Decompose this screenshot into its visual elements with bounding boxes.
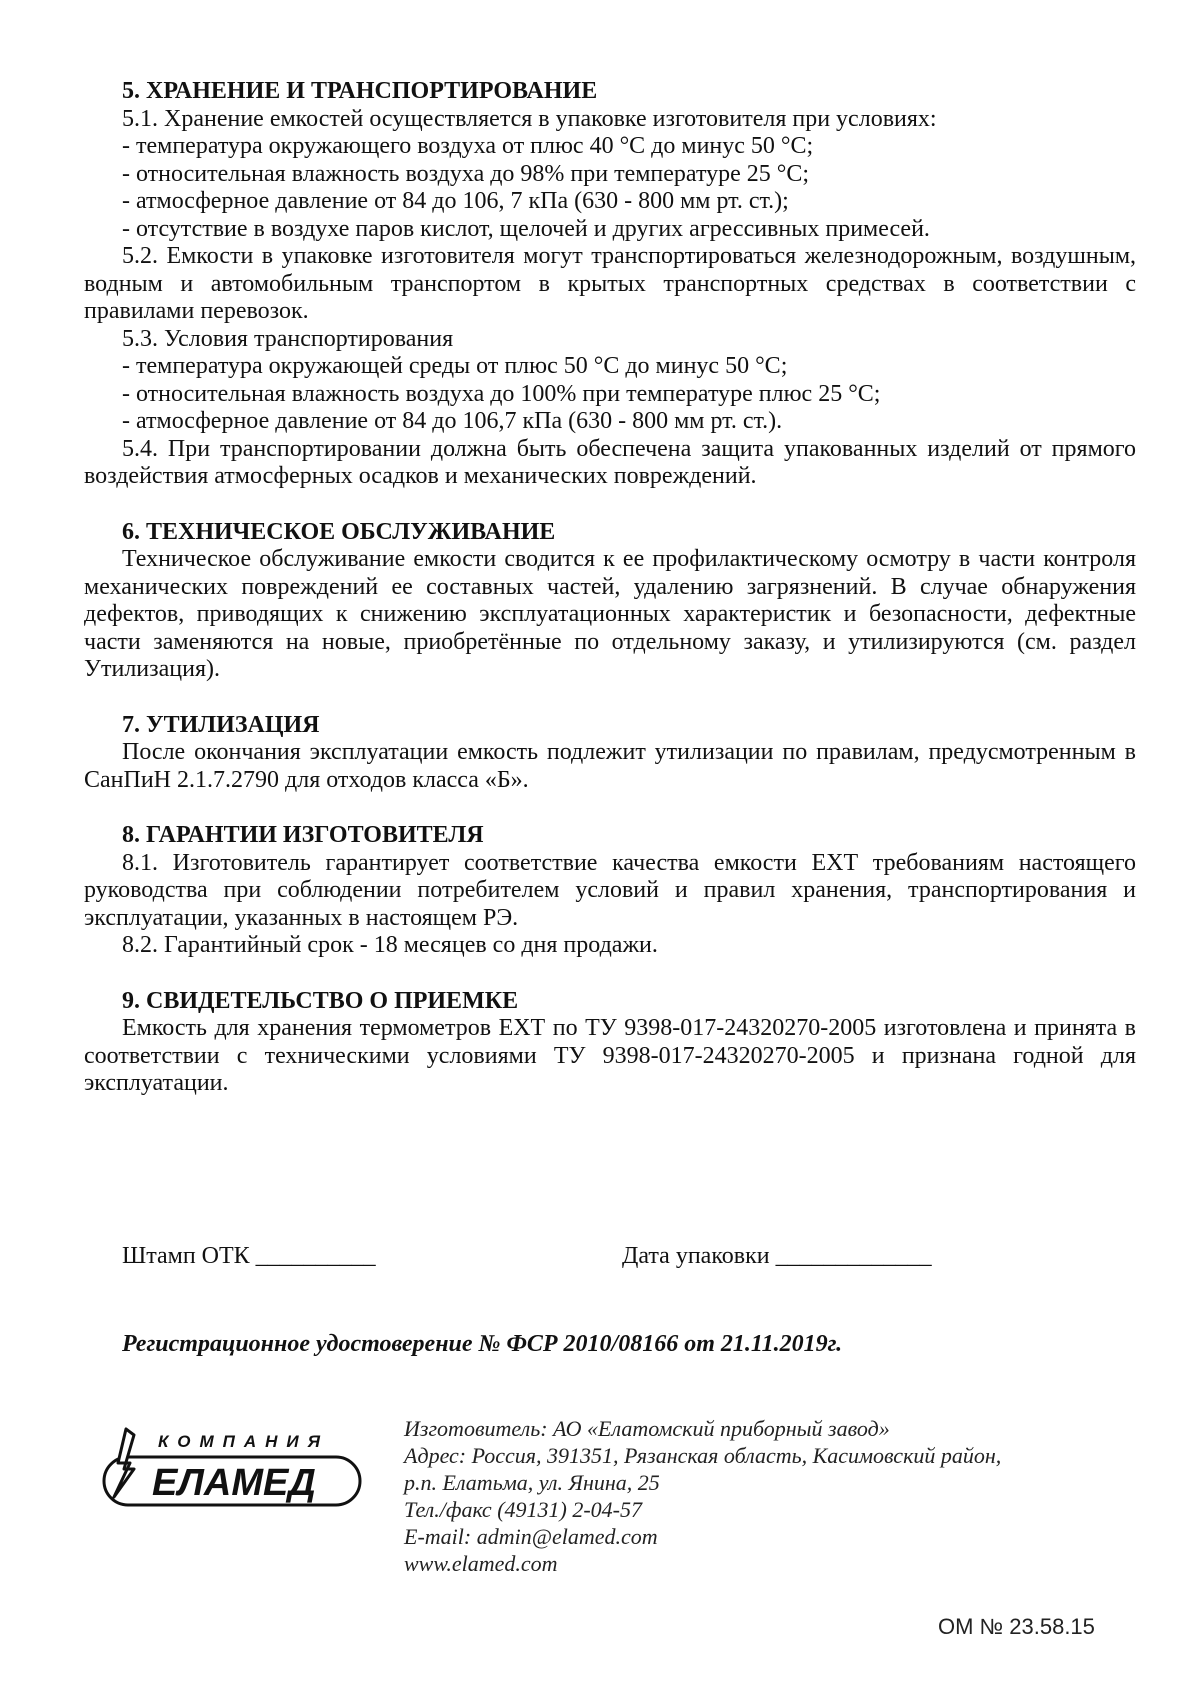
paragraph: Техническое обслуживание емкости сводится к ее профилактическому осмотру в части контроля механических повреждений ее составных частей, удалению загрязнений. В случае обнаружения дефектов, приводящих к снижению эксплуатационных характеристик и безопасности, дефектные части заменяются на новые, приобретённые по отдельному заказу, и утилизируются (см. раздел Утилизация). bbox=[84, 546, 1136, 682]
elamed-logo bbox=[96, 1425, 366, 1517]
document-body bbox=[84, 78, 1136, 1126]
paragraph: Емкость для хранения термометров ЕХТ по ТУ 9398-017-24320270-2005 изготовлена и принята в соответствии с техническими условиями ТУ 9398-017-24320270-2005 и признана годной для эксплуатации. bbox=[84, 1015, 1136, 1096]
list-item: - относительная влажность воздуха до 100% при температуре плюс 25 °С; bbox=[122, 380, 881, 407]
address-line: Адрес: Россия, 391351, Рязанская область, Касимовский район, bbox=[404, 1443, 1002, 1468]
pack-date-field: Дата упаковки _____________ bbox=[622, 1243, 932, 1269]
signature-block bbox=[122, 1243, 932, 1270]
list-item: - температура окружающего воздуха от плюс 40 °С до минус 50 °С; bbox=[122, 133, 814, 159]
paragraph: 5.4. При транспортировании должна быть обеспечена защита упакованных изделий от прямого воздействия атмосферных осадков и механических повреждений. bbox=[84, 435, 1136, 489]
manufacturer-name: Изготовитель: АО «Елатомский приборный завод» bbox=[404, 1416, 890, 1441]
address-line: р.п. Елатьма, ул. Янина, 25 bbox=[404, 1470, 660, 1495]
website-link[interactable]: www.elamed.com bbox=[404, 1551, 558, 1576]
paragraph: После окончания эксплуатации емкость подлежит утилизации по правилам, предусмотренным в СанПиН 2.1.7.2790 для отходов класса «Б». bbox=[84, 739, 1136, 793]
list-item: - отсутствие в воздухе паров кислот, щелочей и других агрессивных примесей. bbox=[122, 215, 930, 242]
section-heading: 7. УТИЛИЗАЦИЯ bbox=[122, 711, 320, 738]
paragraph: 5.2. Емкости в упаковке изготовителя могут транспортироваться железнодорожным, воздушным, водным и автомобильным транспортом в крытых транспортных средствах в соответствии с правилами перевозок. bbox=[84, 243, 1136, 324]
logo-company-text: КОМПАНИЯ bbox=[158, 1432, 330, 1451]
list-item: - атмосферное давление от 84 до 106,7 кПа (630 - 800 мм рт. ст.). bbox=[122, 408, 783, 434]
list-item: - относительная влажность воздуха до 98% при температуре 25 °С; bbox=[122, 160, 810, 187]
logo-brand-text: ЕЛАМЕД bbox=[152, 1462, 316, 1504]
list-item: - атмосферное давление от 84 до 106, 7 кПа (630 - 800 мм рт. ст.); bbox=[122, 188, 789, 214]
stamp-field: Штамп ОТК __________ bbox=[122, 1243, 376, 1269]
section-maintenance bbox=[84, 519, 1136, 684]
paragraph: 8.2. Гарантийный срок - 18 месяцев со дня продажи. bbox=[122, 932, 658, 958]
section-heading: 9. СВИДЕТЕЛЬСТВО О ПРИЕМКЕ bbox=[122, 987, 519, 1014]
section-heading: 5. ХРАНЕНИЕ И ТРАНСПОРТИРОВАНИЕ bbox=[122, 78, 598, 104]
paragraph: 8.1. Изготовитель гарантирует соответствие качества емкости ЕХТ требованиям настоящего руководства при соблюдении потребителем условий и правил хранения, транспортирования и эксплуатации, указанных в настоящем РЭ. bbox=[84, 849, 1136, 931]
section-warranty bbox=[84, 822, 1136, 960]
registration-certificate: Регистрационное удостоверение № ФСР 2010/08166 от 21.11.2019г. bbox=[122, 1331, 843, 1357]
paragraph: 5.1. Хранение емкостей осуществляется в упаковке изготовителя при условиях: bbox=[122, 105, 937, 132]
section-heading: 6. ТЕХНИЧЕСКОЕ ОБСЛУЖИВАНИЕ bbox=[122, 518, 556, 545]
section-acceptance bbox=[84, 988, 1136, 1098]
manufacturer-contacts bbox=[404, 1415, 1001, 1577]
document-number: ОМ № 23.58.15 bbox=[938, 1614, 1095, 1639]
paragraph: 5.3. Условия транспортирования bbox=[122, 325, 454, 352]
footer bbox=[96, 1415, 1146, 1615]
section-disposal bbox=[84, 712, 1136, 795]
email-link[interactable]: E-mail: admin@elamed.com bbox=[404, 1524, 658, 1549]
section-heading: 8. ГАРАНТИИ ИЗГОТОВИТЕЛЯ bbox=[122, 822, 484, 848]
list-item: - температура окружающей среды от плюс 50 °С до минус 50 °С; bbox=[122, 353, 788, 379]
phone: Тел./факс (49131) 2-04-57 bbox=[404, 1497, 643, 1522]
section-storage-transport bbox=[84, 78, 1136, 491]
